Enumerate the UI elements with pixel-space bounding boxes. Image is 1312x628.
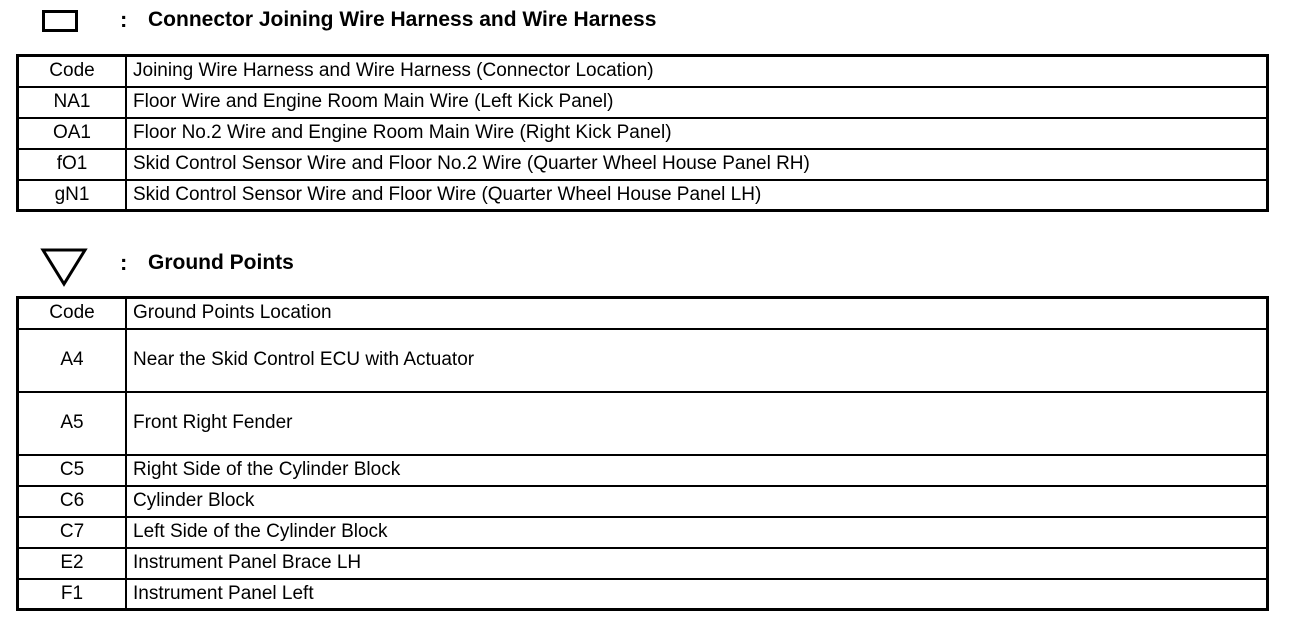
table-row	[18, 455, 1268, 486]
row-code: C7	[18, 517, 127, 548]
table-header-row	[18, 298, 1268, 329]
row-location: Floor Wire and Engine Room Main Wire (Left Kick Panel)	[126, 87, 1268, 118]
row-code: A5	[18, 392, 127, 455]
table-row	[18, 486, 1268, 517]
row-location: Skid Control Sensor Wire and Floor Wire (Quarter Wheel House Panel LH)	[126, 180, 1268, 211]
row-location: Instrument Panel Left	[126, 579, 1268, 610]
table-row	[18, 180, 1268, 211]
row-code: E2	[18, 548, 127, 579]
row-code: NA1	[18, 87, 127, 118]
table-row	[18, 118, 1268, 149]
table-row	[18, 329, 1268, 392]
ground-section-title: Ground Points	[148, 251, 294, 274]
row-code: gN1	[18, 180, 127, 211]
table-row	[18, 87, 1268, 118]
column-header-location: Ground Points Location	[126, 298, 1268, 329]
ground-points-table	[16, 296, 1269, 611]
connector-table	[16, 54, 1269, 212]
row-location: Front Right Fender	[126, 392, 1268, 455]
row-location: Left Side of the Cylinder Block	[126, 517, 1268, 548]
row-code: F1	[18, 579, 127, 610]
row-location: Skid Control Sensor Wire and Floor No.2 Wire (Quarter Wheel House Panel RH)	[126, 149, 1268, 180]
connector-heading-colon: :	[120, 7, 128, 32]
row-code: C5	[18, 455, 127, 486]
table-row	[18, 579, 1268, 610]
ground-section-heading	[0, 244, 1312, 284]
table-row	[18, 149, 1268, 180]
triangle-down-symbol-icon	[40, 247, 90, 287]
square-symbol-icon	[42, 10, 78, 32]
table-row	[18, 392, 1268, 455]
column-header-code: Code	[18, 56, 127, 87]
row-location: Instrument Panel Brace LH	[126, 548, 1268, 579]
row-location: Near the Skid Control ECU with Actuator	[126, 329, 1268, 392]
table-row	[18, 548, 1268, 579]
connector-section-title: Connector Joining Wire Harness and Wire Harness	[148, 8, 657, 31]
row-location: Cylinder Block	[126, 486, 1268, 517]
column-header-location: Joining Wire Harness and Wire Harness (Connector Location)	[126, 56, 1268, 87]
row-code: A4	[18, 329, 127, 392]
row-code: C6	[18, 486, 127, 517]
ground-heading-colon: :	[120, 250, 128, 275]
connector-section-heading	[0, 1, 1312, 41]
row-location: Floor No.2 Wire and Engine Room Main Wire (Right Kick Panel)	[126, 118, 1268, 149]
row-code: OA1	[18, 118, 127, 149]
table-header-row	[18, 56, 1268, 87]
table-row	[18, 517, 1268, 548]
column-header-code: Code	[18, 298, 127, 329]
row-code: fO1	[18, 149, 127, 180]
row-location: Right Side of the Cylinder Block	[126, 455, 1268, 486]
